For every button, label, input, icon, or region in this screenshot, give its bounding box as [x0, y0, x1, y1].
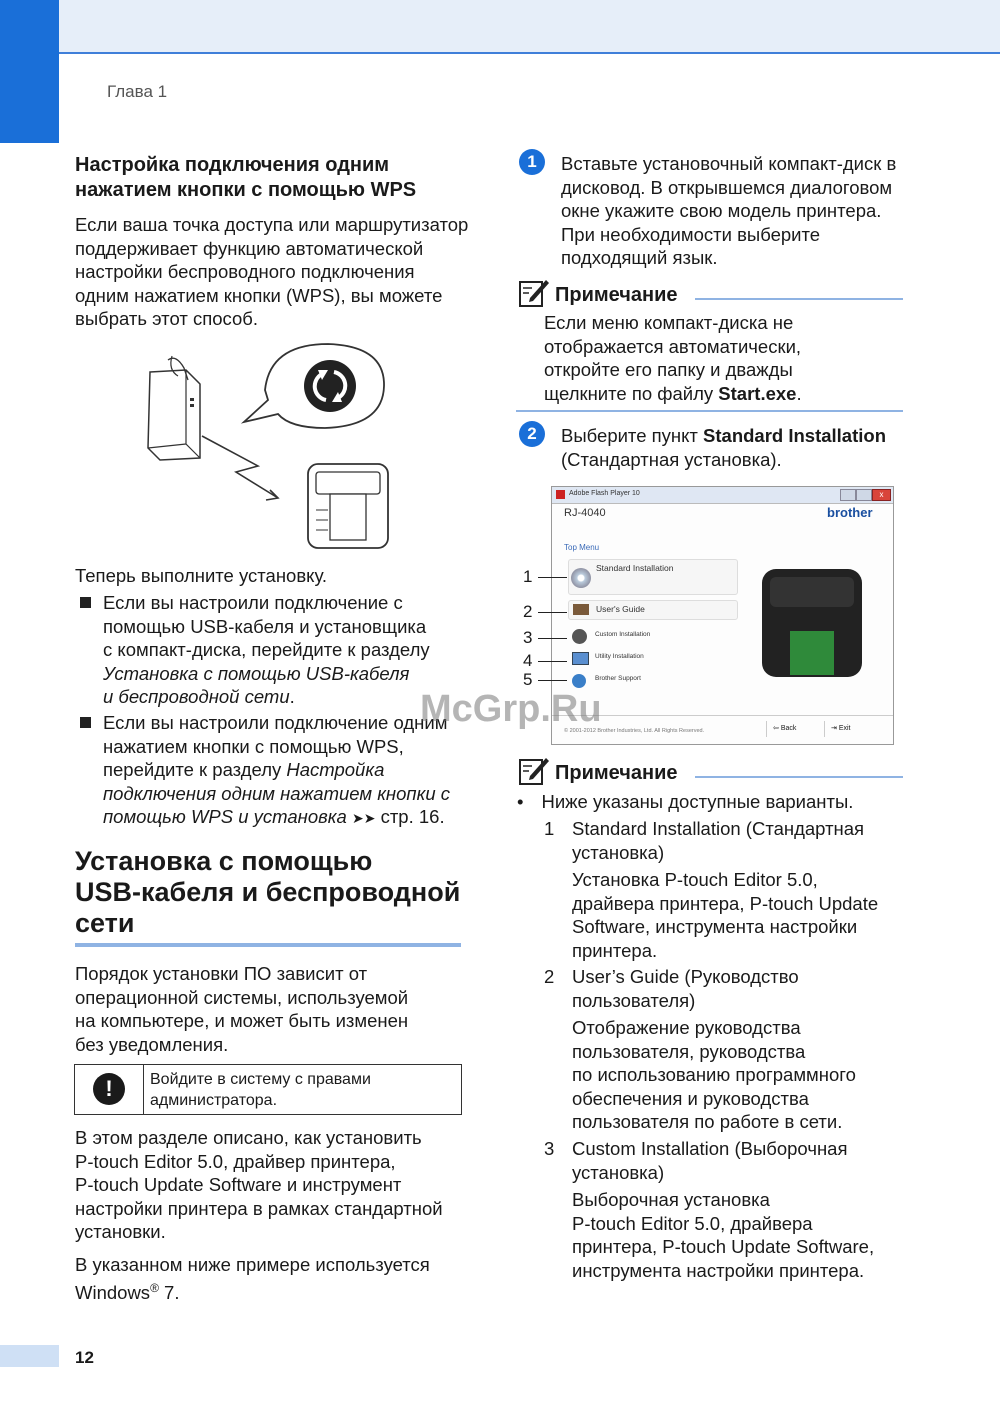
close-icon[interactable]: x [872, 489, 891, 501]
wireless-signal-icon [202, 436, 278, 498]
note-2-title: Примечание [555, 762, 678, 784]
chapter-label: Глава 1 [107, 82, 168, 101]
chapter-tab [0, 0, 59, 143]
menu-brother-support[interactable]: Brother Support [568, 672, 736, 690]
now-install-text: Теперь выполните установку. [75, 565, 328, 586]
option-3: Custom Installation (Выборочная установка) Выборочная установка P-touch Editor 5.0, драйвера принтера, P-touch Update Software, инструмента настройки принтера. [572, 1138, 875, 1281]
option-1-num: 1 [544, 818, 555, 839]
warning-icon: ! [93, 1073, 125, 1105]
note-1-text: Если меню компакт-диска не отображается автоматически, откройте его папку и дважды щелкните по файлу Start.exe. [544, 312, 802, 404]
note-icon [518, 278, 550, 308]
watermark: McGrp.Ru [420, 688, 602, 730]
order-paragraph: Порядок установки ПО зависит от операционной системы, используемой на компьютере, и может быть изменен без уведомления. [75, 963, 409, 1055]
top-menu-label: Top Menu [564, 543, 600, 552]
flash-app-icon [556, 490, 565, 499]
note-rule [695, 298, 903, 300]
exit-button[interactable]: ⇥ Exit [824, 721, 881, 737]
window-titlebar: Adobe Flash Player 10 x [552, 487, 893, 504]
back-button[interactable]: ⇦ Back [766, 721, 823, 737]
option-3-num: 3 [544, 1138, 555, 1159]
gear-icon [572, 629, 587, 644]
callout-4: 4 [523, 651, 533, 670]
callout-3: 3 [523, 628, 533, 647]
usb-section-link[interactable]: Установка с помощью USB-кабеля [103, 662, 410, 684]
section-paragraph: В этом разделе описано, как установить P-touch Editor 5.0, драйвер принтера, P-touch Update Software и инструмент настройки принтера в рамках стандартной установки. [75, 1127, 443, 1242]
back-arrow-icon: ⇦ [773, 725, 781, 732]
router-icon [148, 356, 200, 460]
section-underline [75, 943, 461, 947]
wps-section-link[interactable]: Настройка [286, 759, 385, 780]
option-1: Standard Installation (Стандартная установка) Установка P-touch Editor 5.0, драйвера принтера, P-touch Update Software, инструмента настройки принтера. [572, 818, 879, 961]
bullet-square-icon [80, 597, 91, 608]
monitor-icon [572, 652, 589, 665]
step-1-badge: 1 [519, 149, 545, 175]
minimize-button[interactable] [840, 489, 856, 501]
callout-2: 2 [523, 602, 533, 621]
note-icon [518, 756, 550, 786]
callout-5: 5 [523, 670, 533, 689]
installer-window [551, 486, 894, 745]
option-2: User’s Guide (Руководство пользователя) Отображение руководства пользователя, руководства по использованию программного обеспечения и руководства пользователя по работе в сети. [572, 966, 856, 1132]
printer-icon [308, 464, 388, 548]
model-name: RJ-4040 [564, 507, 606, 519]
step-1-text: Вставьте установочный компакт-диск в дисковод. В открывшемся диалоговом окне укажите свою модель принтера. При необходимости выберите подходящий язык. [561, 153, 897, 268]
wps-illustration [140, 340, 400, 555]
note-end-rule [516, 410, 903, 412]
exit-icon: ⇥ [831, 725, 839, 732]
step-2-text: Выберите пункт Standard Installation (Стандартная установка). [561, 425, 886, 470]
admin-warning-box: ! Войдите в систему с правами администратора. [74, 1064, 462, 1115]
page-number: 12 [75, 1348, 94, 1367]
menu-utility-installation[interactable]: Utility Installation [568, 650, 736, 668]
option-2-num: 2 [544, 966, 555, 987]
double-arrow-icon: ➤➤ [351, 810, 376, 826]
menu-custom-installation[interactable]: Custom Installation [568, 628, 736, 646]
globe-icon [572, 674, 586, 688]
note-2-rule [695, 776, 903, 778]
wps-bubble [244, 344, 384, 428]
bullet-usb: Если вы настроили подключение с помощью USB-кабеля и установщика с компакт-диска, перейдите к разделу Установка с помощью USB-кабеля и беспроводной сети. [80, 591, 470, 709]
printer-photo [762, 569, 862, 677]
header-bar [0, 0, 1000, 54]
usb-section-title: Установка с помощью USB-кабеля и беспроводной сети [75, 846, 461, 938]
wps-paragraph: Если ваша точка доступа или маршрутизатор поддерживает функцию автоматической настройки беспроводного подключения одним нажатием кнопки (WPS), вы можете выбрать этот способ. [75, 214, 469, 329]
footer-bar [0, 1345, 59, 1367]
cd-icon [571, 568, 591, 588]
bullet-wps: Если вы настроили подключение одним нажатием кнопки с помощью WPS, перейдите к разделу Настройка подключения одним нажатием кнопки с помощью WPS и установка ➤➤ стр. 16. [80, 711, 470, 831]
brother-logo: brother [827, 505, 873, 520]
note-2-intro: • Ниже указаны доступные варианты. [517, 791, 854, 812]
copyright: © 2001-2012 Brother Industries, Ltd. All Rights Reserved. [564, 728, 705, 734]
book-icon [573, 604, 589, 615]
note-title: Примечание [555, 284, 678, 306]
maximize-button[interactable] [856, 489, 872, 501]
step-2-badge: 2 [519, 421, 545, 447]
bullet-square-icon [80, 717, 91, 728]
menu-users-guide[interactable]: User's Guide [568, 600, 738, 620]
wps-section-title: Настройка подключения одним нажатием кнопки с помощью WPS [75, 154, 417, 201]
example-paragraph: В указанном ниже примере используется Windows® 7. [75, 1254, 430, 1303]
menu-standard-installation[interactable]: Standard Installation [568, 559, 738, 595]
callout-1: 1 [523, 567, 533, 586]
